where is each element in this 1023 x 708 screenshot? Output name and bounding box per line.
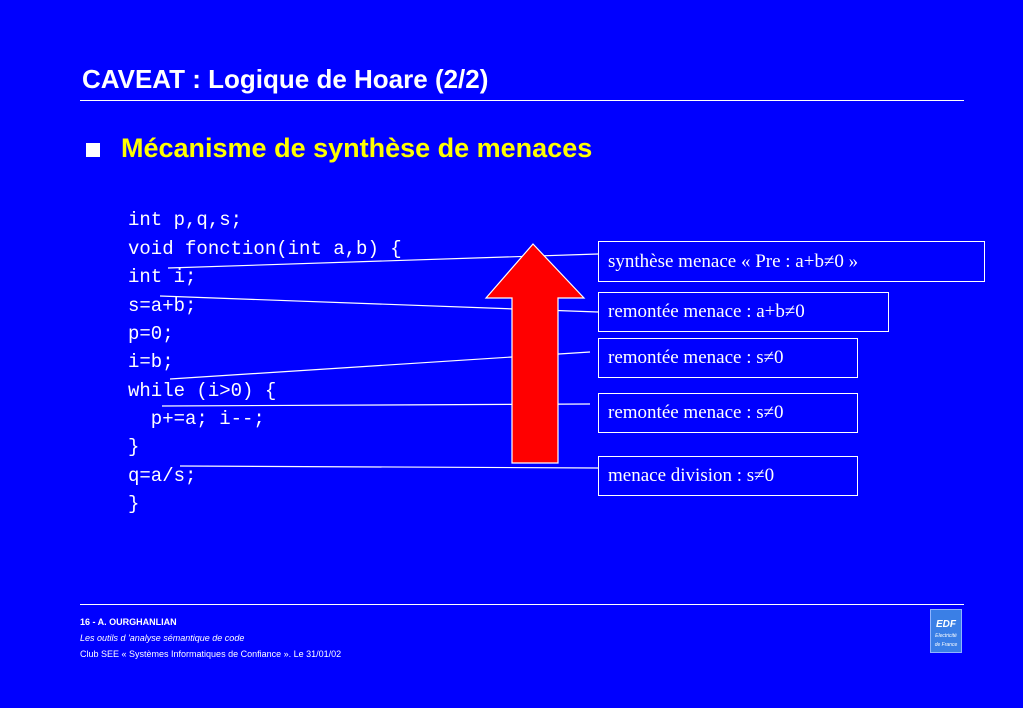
edf-logo-sub: de France bbox=[934, 642, 958, 648]
code-line: p+=a; i--; bbox=[128, 408, 265, 430]
slide-title: CAVEAT : Logique de Hoare (2/2) bbox=[82, 64, 489, 94]
code-line: i=b; bbox=[128, 351, 174, 373]
annotation-box: menace division : s≠0 bbox=[598, 456, 858, 496]
annotation-box: remontée menace : s≠0 bbox=[598, 393, 858, 433]
annotation-box: remontée menace : s≠0 bbox=[598, 338, 858, 378]
code-line: int i; bbox=[128, 266, 197, 288]
footer-event: Club SEE « Systèmes Informatiques de Confiance ». Le 31/01/02 bbox=[80, 649, 342, 659]
connector-line bbox=[180, 466, 598, 468]
code-line: p=0; bbox=[128, 323, 174, 345]
code-line: } bbox=[128, 436, 140, 458]
code-line: while (i>0) { bbox=[128, 380, 277, 402]
code-line: void fonction(int a,b) { bbox=[128, 238, 402, 260]
code-line: int p,q,s; bbox=[128, 209, 243, 231]
code-line: s=a+b; bbox=[128, 295, 197, 317]
footer-subtitle: Les outils d 'analyse sémantique de code bbox=[80, 633, 245, 643]
code-line: q=a/s; bbox=[128, 465, 197, 487]
footer-author: 16 - A. OURGHANLIAN bbox=[80, 617, 177, 627]
annotation-box: remontée menace : a+b≠0 bbox=[598, 292, 889, 332]
footer-divider bbox=[80, 604, 964, 605]
bullet-heading: Mécanisme de synthèse de menaces bbox=[121, 133, 593, 163]
annotation-box: synthèse menace « Pre : a+b≠0 » bbox=[598, 241, 985, 282]
edf-logo-sub: Electricité bbox=[935, 633, 957, 639]
edf-logo bbox=[930, 609, 962, 653]
edf-logo-text: EDF bbox=[936, 619, 956, 630]
code-line: } bbox=[128, 493, 140, 515]
